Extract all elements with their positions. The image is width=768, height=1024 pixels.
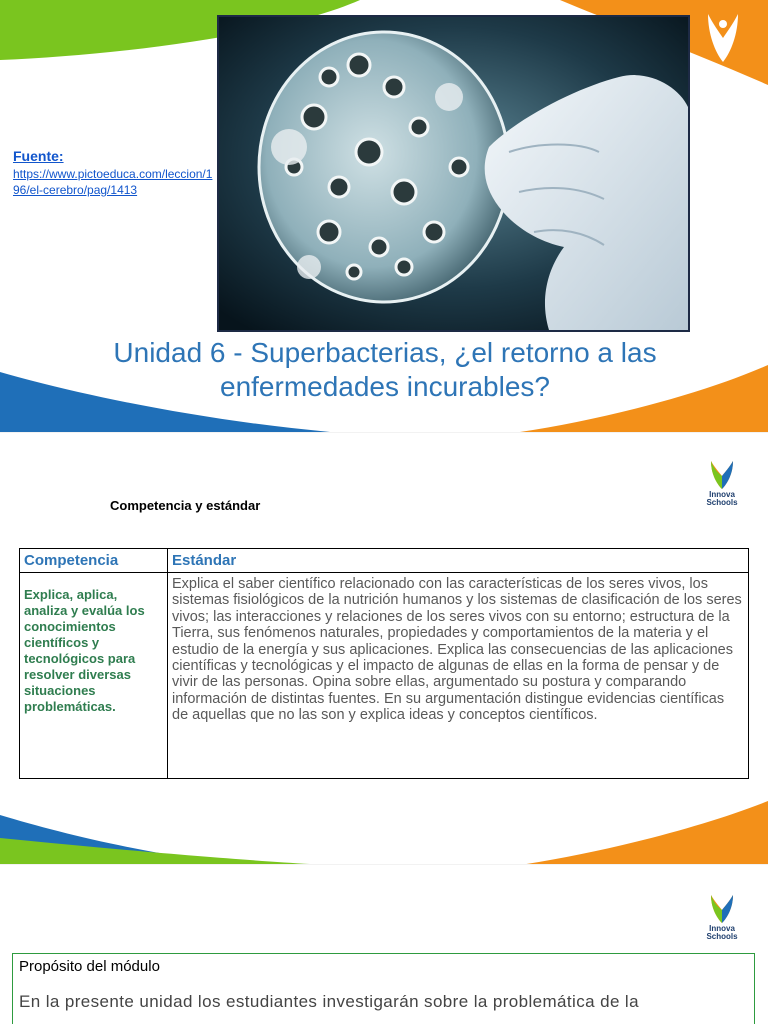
source-label: Fuente: bbox=[13, 148, 64, 164]
table-header-row bbox=[20, 549, 749, 573]
competencia-cell: Explica, aplica, analiza y evalúa los conocimientos científicos y tecnológicos para resolver diversas situaciones problemáticas. bbox=[20, 573, 168, 779]
section-subtitle: Competencia y estándar bbox=[110, 498, 261, 513]
table-header-competencia: Competencia bbox=[20, 549, 168, 573]
logo-text-line2: Schools bbox=[706, 932, 738, 941]
purpose-text: En la presente unidad los estudiantes investigarán sobre la problemática de la bbox=[19, 992, 639, 1011]
slide-1 bbox=[0, 0, 768, 432]
innova-schools-logo-icon bbox=[697, 893, 747, 941]
estandar-cell: Explica el saber científico relacionado con las características de los seres vivos, los sistemas fisiológicos de la nutrición humanos y los sistemas de clasificación de los seres vivos; las interacciones y relaciones de los seres vivos con su entorno; estructura de la Tierra, sus fenómenos naturales, propiedades y comportamientos de la materia y el estudio de la energía y sus aplicaciones. Explica las consecuencias de las aplicaciones científicas y tecnológicas y el impacto de algunas de ellas en la forma de pensar y de vivir de las personas. Opina sobre ellas, argumentado su postura y comparando información de distintas fuentes. En su argumentación distingue evidencias científicas de aquellas que no las son y explica ideas y conceptos científicos. bbox=[168, 573, 749, 779]
innova-schools-logo-icon bbox=[697, 459, 747, 507]
logo-text-line1: Innova bbox=[709, 490, 735, 499]
table-header-estandar: Estándar bbox=[168, 549, 749, 573]
petri-dish-photo bbox=[217, 15, 690, 332]
source-block bbox=[13, 148, 213, 198]
logo-text-line1: Innova bbox=[709, 924, 735, 933]
slide-3 bbox=[0, 864, 768, 1024]
unit-title: Unidad 6 - Superbacterias, ¿el retorno a las enfermedades incurables? bbox=[113, 337, 657, 402]
purpose-box bbox=[12, 953, 755, 1024]
table-row bbox=[20, 573, 749, 779]
source-link[interactable]: https://www.pictoeduca.com/leccion/196/el-cerebro/pag/1413 bbox=[13, 167, 213, 197]
innova-schools-logo-icon bbox=[705, 12, 741, 64]
purpose-title: Propósito del módulo bbox=[19, 958, 160, 975]
slide-2 bbox=[0, 432, 768, 864]
competencia-table bbox=[19, 548, 749, 779]
logo-text-line2: Schools bbox=[706, 498, 738, 507]
